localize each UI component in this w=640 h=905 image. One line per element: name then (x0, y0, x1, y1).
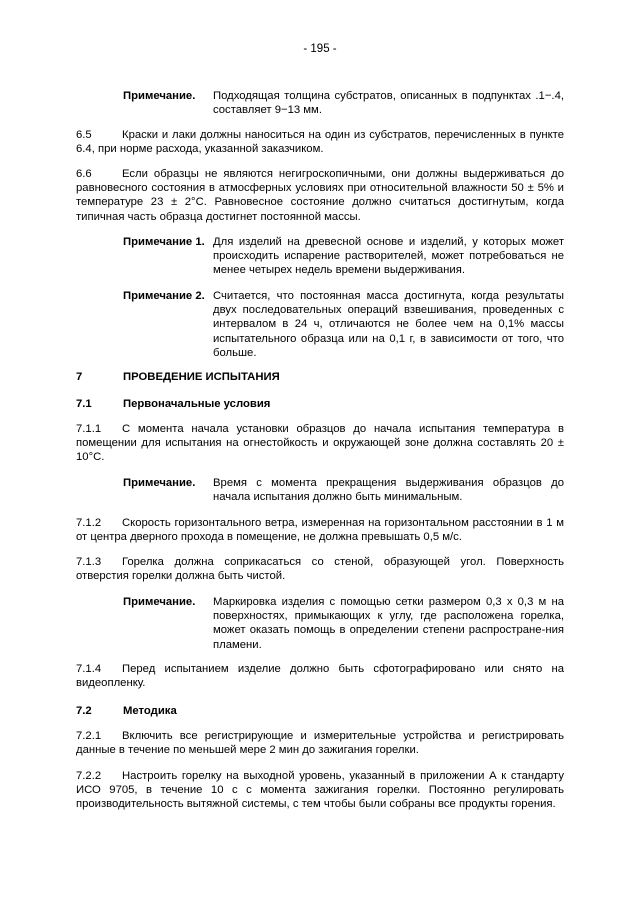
paragraph-text: Краски и лаки должны наноситься на один из субстратов, перечисленных в пункте 6.4, при норме расхода, указанной заказчиком. (76, 129, 564, 156)
note-substrate-thickness (123, 89, 564, 117)
clause-number: 7.1.2 (76, 517, 102, 529)
paragraph-text: Скорость горизонтального ветра, измеренная на горизонтальном расстоянии в 1 м от центра дверного прохода в помещение, не должна превышать 0,5 м/с. (76, 517, 564, 544)
note-text: Время с момента прекращения выдерживания образцов до начала испытания должно быть минимальным. (213, 477, 564, 504)
paragraph-text: Настроить горелку на выходной уровень, указанный в приложении А к стандарту ИСО 9705, в течение 10 с с момента зажигания горелки. Постоянно регулировать производительность вытяжной системы, с тем чтобы были собраны все продукты горения. (76, 770, 564, 811)
note-label: Примечание. (123, 477, 196, 489)
paragraph-7-2-2 (76, 769, 564, 812)
page-number: - 195 - (303, 43, 337, 55)
section-number: 7.1 (76, 398, 92, 410)
paragraph-7-1-3 (76, 555, 564, 583)
clause-number: 7.1.4 (76, 663, 102, 675)
paragraph-text: С момента начала установки образцов до начала испытания температура в помещении для испытания на огнестойкость и окружающей зоне должна составлять 20 ± 10°С. (76, 423, 564, 464)
note-grid-marking (123, 595, 564, 652)
section-title: ПРОВЕДЕНИЕ ИСПЫТАНИЯ (123, 371, 280, 383)
clause-number: 7.2.2 (76, 770, 102, 782)
section-number: 7 (76, 371, 83, 383)
note-preconditioning-time (123, 476, 564, 504)
note-label: Примечание 2. (123, 290, 205, 302)
note-text: Считается, что постоянная масса достигнута, когда результаты двух последовательных операций взвешивания, проведенных с интервалом в 24 ч, отличаются не более чем на 0,1% массы испытательного образца или на 0,1 г, в зависимости от того, что больше. (213, 290, 564, 359)
paragraph-7-1-2 (76, 516, 564, 544)
section-number: 7.2 (76, 705, 92, 717)
paragraph-6-5 (76, 128, 564, 156)
paragraph-text: Горелка должна соприкасаться со стеной, образующей угол. Поверхность отверстия горелки должна быть чистой. (76, 556, 564, 583)
note-label: Примечание. (123, 90, 196, 102)
note-2 (123, 289, 564, 360)
paragraph-7-1-1 (76, 422, 564, 465)
clause-number: 7.1.1 (76, 423, 102, 435)
note-text: Подходящая толщина субстратов, описанных в подпунктах .1−.4, составляет 9−13 мм. (213, 90, 564, 117)
note-text: Для изделий на древесной основе и изделий, у которых может происходить испарение растворителей, может потребоваться не менее четырех недель времени выдерживания. (213, 236, 564, 277)
note-text: Маркировка изделия с помощью сетки размером 0,3 x 0,3 м на поверхностях, примыкающих к углу, где расположена горелка, может оказать помощь в определении степени распростране-ния пламени. (213, 596, 564, 651)
paragraph-text: Если образцы не являются негигроскопичными, они должны выдерживаться до равновесного состояния в атмосферных условиях при относительной влажности 50 ± 5% и температуре 23 ± 2°С. Равновесное состояние должно считаться достигнутым, когда типичная часть образца достигнет постоянной массы. (76, 168, 564, 223)
clause-number: 6.5 (76, 129, 92, 141)
section-title: Первоначальные условия (123, 398, 271, 410)
paragraph-text: Включить все регистрирующие и измерительные устройства и регистрировать данные в течение по меньшей мере 2 мин до зажигания горелки. (76, 730, 564, 757)
paragraph-7-1-4 (76, 662, 564, 690)
paragraph-7-2-1 (76, 729, 564, 757)
note-label: Примечание 1. (123, 236, 205, 248)
clause-number: 7.2.1 (76, 730, 102, 742)
section-title: Методика (123, 705, 177, 717)
clause-number: 7.1.3 (76, 556, 102, 568)
paragraph-6-6 (76, 167, 564, 224)
paragraph-text: Перед испытанием изделие должно быть сфотографировано или снято на видеопленку. (76, 663, 564, 690)
note-1 (123, 235, 564, 278)
clause-number: 6.6 (76, 168, 92, 180)
note-label: Примечание. (123, 596, 196, 608)
